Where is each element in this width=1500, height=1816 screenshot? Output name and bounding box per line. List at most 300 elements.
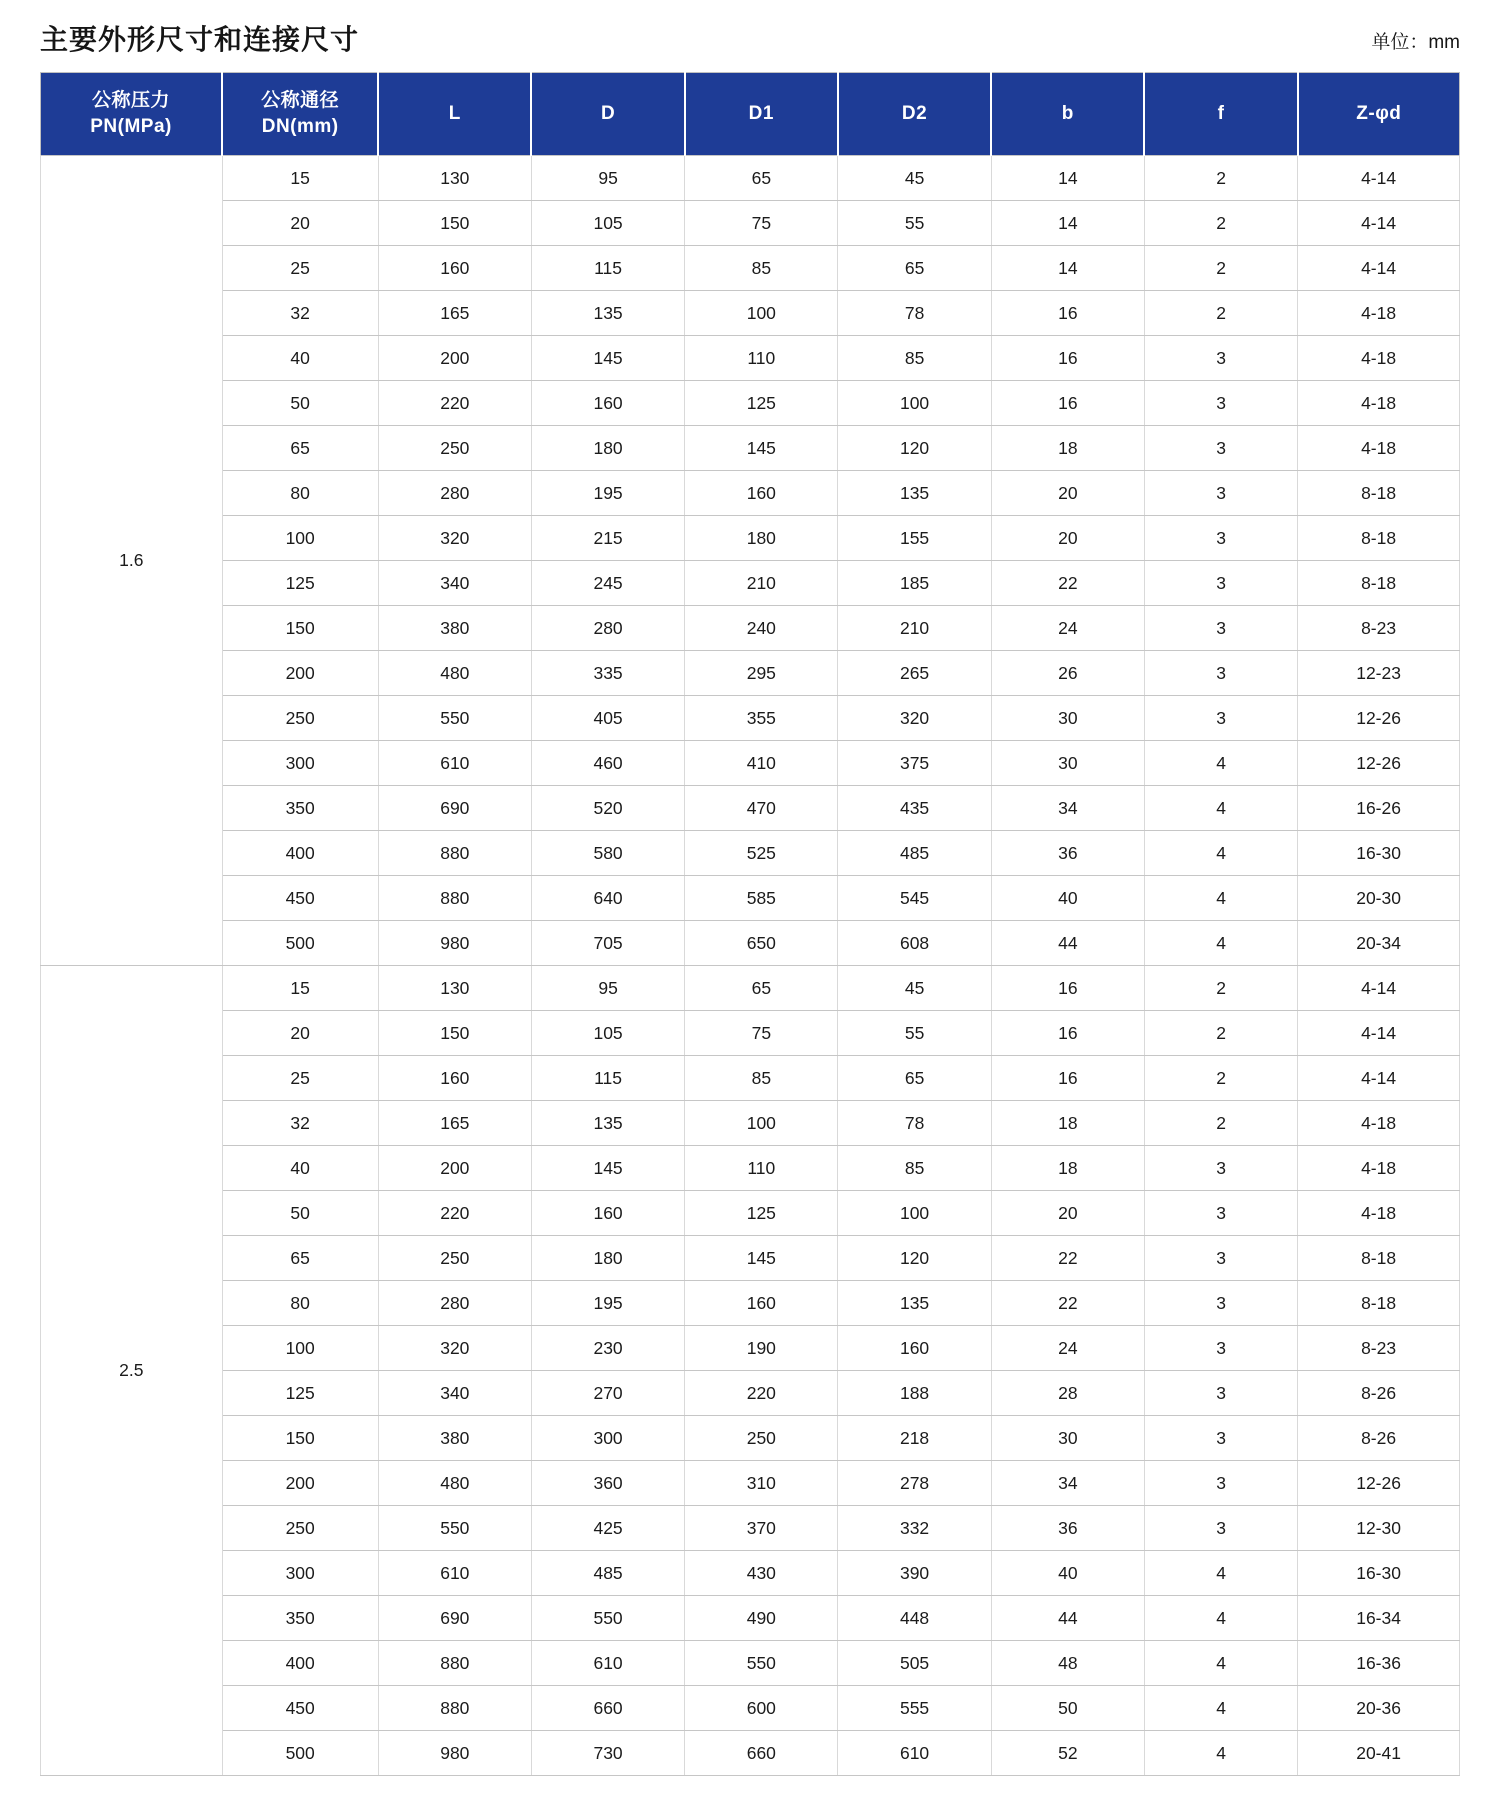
table-cell: 525 bbox=[685, 831, 838, 876]
table-cell: 3 bbox=[1144, 516, 1297, 561]
table-cell: 2 bbox=[1144, 1011, 1297, 1056]
table-cell: 200 bbox=[222, 1461, 378, 1506]
table-cell: 16 bbox=[991, 291, 1144, 336]
header-col-D1: D1 bbox=[685, 73, 838, 156]
table-cell: 230 bbox=[531, 1326, 684, 1371]
table-cell: 350 bbox=[222, 1596, 378, 1641]
table-row bbox=[41, 966, 1460, 1011]
table-cell: 600 bbox=[685, 1686, 838, 1731]
table-cell: 26 bbox=[991, 651, 1144, 696]
table-row bbox=[41, 291, 1460, 336]
table-row bbox=[41, 381, 1460, 426]
table-cell: 8-18 bbox=[1298, 1281, 1460, 1326]
table-row bbox=[41, 1731, 1460, 1776]
table-cell: 880 bbox=[378, 831, 531, 876]
table-cell: 4 bbox=[1144, 921, 1297, 966]
table-cell: 100 bbox=[685, 291, 838, 336]
table-cell: 4-14 bbox=[1298, 201, 1460, 246]
table-cell: 20-41 bbox=[1298, 1731, 1460, 1776]
table-row bbox=[41, 516, 1460, 561]
table-cell: 380 bbox=[378, 1416, 531, 1461]
table-row bbox=[41, 741, 1460, 786]
table-row bbox=[41, 1011, 1460, 1056]
table-cell: 610 bbox=[838, 1731, 991, 1776]
table-cell: 160 bbox=[378, 1056, 531, 1101]
table-cell: 4-14 bbox=[1298, 1011, 1460, 1056]
table-cell: 448 bbox=[838, 1596, 991, 1641]
header-nominal-diameter-en: DN(mm) bbox=[261, 116, 339, 138]
table-row bbox=[41, 426, 1460, 471]
table-cell: 24 bbox=[991, 1326, 1144, 1371]
table-cell: 185 bbox=[838, 561, 991, 606]
table-cell: 65 bbox=[685, 156, 838, 201]
table-cell: 4-18 bbox=[1298, 1146, 1460, 1191]
table-cell: 3 bbox=[1144, 426, 1297, 471]
table-cell: 34 bbox=[991, 1461, 1144, 1506]
table-cell: 280 bbox=[531, 606, 684, 651]
table-row bbox=[41, 1596, 1460, 1641]
table-cell: 360 bbox=[531, 1461, 684, 1506]
table-cell: 75 bbox=[685, 1011, 838, 1056]
table-cell: 50 bbox=[222, 381, 378, 426]
table-header-row bbox=[41, 73, 1460, 156]
table-cell: 278 bbox=[838, 1461, 991, 1506]
table-cell: 608 bbox=[838, 921, 991, 966]
table-cell: 50 bbox=[222, 1191, 378, 1236]
table-cell: 32 bbox=[222, 1101, 378, 1146]
table-cell: 705 bbox=[531, 921, 684, 966]
table-cell: 3 bbox=[1144, 606, 1297, 651]
table-cell: 165 bbox=[378, 1101, 531, 1146]
table-cell: 3 bbox=[1144, 1146, 1297, 1191]
table-cell: 340 bbox=[378, 561, 531, 606]
table-cell: 45 bbox=[838, 156, 991, 201]
table-cell: 660 bbox=[685, 1731, 838, 1776]
table-row bbox=[41, 1506, 1460, 1551]
table-cell: 3 bbox=[1144, 1281, 1297, 1326]
table-row bbox=[41, 561, 1460, 606]
table-cell: 16-30 bbox=[1298, 831, 1460, 876]
table-cell: 555 bbox=[838, 1686, 991, 1731]
table-cell: 2 bbox=[1144, 201, 1297, 246]
table-cell: 135 bbox=[531, 291, 684, 336]
table-cell: 15 bbox=[222, 966, 378, 1011]
table-cell: 425 bbox=[531, 1506, 684, 1551]
table-cell: 135 bbox=[531, 1101, 684, 1146]
table-cell: 390 bbox=[838, 1551, 991, 1596]
table-cell: 135 bbox=[838, 1281, 991, 1326]
table-cell: 85 bbox=[685, 246, 838, 291]
table-cell: 115 bbox=[531, 1056, 684, 1101]
table-cell: 100 bbox=[222, 516, 378, 561]
table-cell: 195 bbox=[531, 471, 684, 516]
table-cell: 120 bbox=[838, 426, 991, 471]
table-row bbox=[41, 1101, 1460, 1146]
table-cell: 4-18 bbox=[1298, 291, 1460, 336]
table-cell: 65 bbox=[222, 1236, 378, 1281]
table-row bbox=[41, 1416, 1460, 1461]
table-cell: 25 bbox=[222, 246, 378, 291]
table-cell: 52 bbox=[991, 1731, 1144, 1776]
table-cell: 16 bbox=[991, 1011, 1144, 1056]
table-row bbox=[41, 1686, 1460, 1731]
table-cell: 30 bbox=[991, 696, 1144, 741]
table-cell: 4 bbox=[1144, 741, 1297, 786]
header-col-b: b bbox=[991, 73, 1144, 156]
header-col-D: D bbox=[531, 73, 684, 156]
table-cell: 18 bbox=[991, 1101, 1144, 1146]
table-cell: 3 bbox=[1144, 1416, 1297, 1461]
table-cell: 335 bbox=[531, 651, 684, 696]
table-cell: 270 bbox=[531, 1371, 684, 1416]
table-cell: 180 bbox=[531, 1236, 684, 1281]
table-cell: 4-14 bbox=[1298, 966, 1460, 1011]
table-cell: 4 bbox=[1144, 1596, 1297, 1641]
pn-value-cell: 1.6 bbox=[41, 156, 223, 966]
table-cell: 12-26 bbox=[1298, 741, 1460, 786]
table-cell: 80 bbox=[222, 1281, 378, 1326]
table-cell: 30 bbox=[991, 741, 1144, 786]
table-cell: 370 bbox=[685, 1506, 838, 1551]
unit-label: 单位：mm bbox=[1371, 32, 1460, 54]
table-cell: 250 bbox=[378, 1236, 531, 1281]
table-cell: 240 bbox=[685, 606, 838, 651]
table-cell: 150 bbox=[378, 1011, 531, 1056]
table-cell: 4-18 bbox=[1298, 426, 1460, 471]
table-cell: 12-30 bbox=[1298, 1506, 1460, 1551]
table-cell: 95 bbox=[531, 966, 684, 1011]
table-cell: 100 bbox=[685, 1101, 838, 1146]
table-cell: 125 bbox=[685, 381, 838, 426]
table-row bbox=[41, 786, 1460, 831]
table-cell: 405 bbox=[531, 696, 684, 741]
table-cell: 295 bbox=[685, 651, 838, 696]
table-cell: 355 bbox=[685, 696, 838, 741]
table-cell: 4-14 bbox=[1298, 1056, 1460, 1101]
table-cell: 3 bbox=[1144, 1461, 1297, 1506]
table-row bbox=[41, 606, 1460, 651]
table-cell: 3 bbox=[1144, 471, 1297, 516]
table-cell: 200 bbox=[378, 336, 531, 381]
table-cell: 400 bbox=[222, 831, 378, 876]
table-cell: 180 bbox=[531, 426, 684, 471]
table-cell: 470 bbox=[685, 786, 838, 831]
table-cell: 40 bbox=[222, 336, 378, 381]
table-cell: 8-18 bbox=[1298, 516, 1460, 561]
table-cell: 150 bbox=[222, 1416, 378, 1461]
table-cell: 40 bbox=[222, 1146, 378, 1191]
table-cell: 4-14 bbox=[1298, 156, 1460, 201]
table-cell: 160 bbox=[531, 381, 684, 426]
table-cell: 4 bbox=[1144, 1686, 1297, 1731]
table-cell: 20 bbox=[222, 201, 378, 246]
table-cell: 44 bbox=[991, 1596, 1144, 1641]
table-cell: 580 bbox=[531, 831, 684, 876]
table-cell: 505 bbox=[838, 1641, 991, 1686]
table-cell: 36 bbox=[991, 831, 1144, 876]
table-cell: 188 bbox=[838, 1371, 991, 1416]
table-cell: 78 bbox=[838, 1101, 991, 1146]
table-cell: 44 bbox=[991, 921, 1144, 966]
table-cell: 3 bbox=[1144, 1236, 1297, 1281]
table-cell: 130 bbox=[378, 156, 531, 201]
table-cell: 16-30 bbox=[1298, 1551, 1460, 1596]
table-cell: 450 bbox=[222, 876, 378, 921]
table-cell: 280 bbox=[378, 1281, 531, 1326]
table-cell: 2 bbox=[1144, 156, 1297, 201]
table-cell: 24 bbox=[991, 606, 1144, 651]
table-cell: 145 bbox=[685, 1236, 838, 1281]
table-cell: 195 bbox=[531, 1281, 684, 1326]
table-cell: 3 bbox=[1144, 1326, 1297, 1371]
table-cell: 40 bbox=[991, 876, 1144, 921]
table-cell: 4 bbox=[1144, 786, 1297, 831]
table-cell: 2 bbox=[1144, 966, 1297, 1011]
table-cell: 8-18 bbox=[1298, 561, 1460, 606]
table-cell: 218 bbox=[838, 1416, 991, 1461]
table-cell: 430 bbox=[685, 1551, 838, 1596]
table-cell: 145 bbox=[531, 1146, 684, 1191]
table-cell: 4 bbox=[1144, 1551, 1297, 1596]
table-cell: 65 bbox=[838, 246, 991, 291]
table-cell: 265 bbox=[838, 651, 991, 696]
table-row bbox=[41, 201, 1460, 246]
table-cell: 2 bbox=[1144, 1056, 1297, 1101]
table-cell: 18 bbox=[991, 426, 1144, 471]
table-cell: 2 bbox=[1144, 1101, 1297, 1146]
table-cell: 350 bbox=[222, 786, 378, 831]
table-cell: 20 bbox=[222, 1011, 378, 1056]
table-cell: 65 bbox=[222, 426, 378, 471]
header-nominal-pressure-en: PN(MPa) bbox=[90, 116, 172, 138]
table-cell: 20 bbox=[991, 1191, 1144, 1236]
table-cell: 280 bbox=[378, 471, 531, 516]
table-cell: 690 bbox=[378, 786, 531, 831]
table-cell: 32 bbox=[222, 291, 378, 336]
table-cell: 22 bbox=[991, 1236, 1144, 1281]
header-nominal-diameter-cn: 公称通径 bbox=[261, 89, 340, 111]
table-cell: 65 bbox=[838, 1056, 991, 1101]
table-cell: 20-36 bbox=[1298, 1686, 1460, 1731]
table-cell: 320 bbox=[378, 1326, 531, 1371]
table-row bbox=[41, 1146, 1460, 1191]
table-cell: 340 bbox=[378, 1371, 531, 1416]
table-cell: 550 bbox=[685, 1641, 838, 1686]
table-cell: 4 bbox=[1144, 876, 1297, 921]
table-cell: 660 bbox=[531, 1686, 684, 1731]
table-cell: 55 bbox=[838, 1011, 991, 1056]
table-cell: 500 bbox=[222, 921, 378, 966]
table-cell: 410 bbox=[685, 741, 838, 786]
table-cell: 210 bbox=[838, 606, 991, 651]
table-cell: 135 bbox=[838, 471, 991, 516]
table-cell: 165 bbox=[378, 291, 531, 336]
table-cell: 310 bbox=[685, 1461, 838, 1506]
table-cell: 200 bbox=[378, 1146, 531, 1191]
table-cell: 160 bbox=[685, 1281, 838, 1326]
dimensions-table bbox=[40, 72, 1460, 1776]
table-cell: 332 bbox=[838, 1506, 991, 1551]
table-cell: 100 bbox=[222, 1326, 378, 1371]
table-cell: 160 bbox=[531, 1191, 684, 1236]
table-cell: 490 bbox=[685, 1596, 838, 1641]
header-nominal-pressure-cn: 公称压力 bbox=[92, 89, 171, 111]
table-cell: 210 bbox=[685, 561, 838, 606]
table-cell: 40 bbox=[991, 1551, 1144, 1596]
table-cell: 2 bbox=[1144, 291, 1297, 336]
table-row bbox=[41, 1551, 1460, 1596]
table-cell: 55 bbox=[838, 201, 991, 246]
table-cell: 4 bbox=[1144, 1731, 1297, 1776]
table-row bbox=[41, 1641, 1460, 1686]
table-cell: 180 bbox=[685, 516, 838, 561]
table-cell: 125 bbox=[222, 561, 378, 606]
table-cell: 22 bbox=[991, 561, 1144, 606]
table-cell: 375 bbox=[838, 741, 991, 786]
table-cell: 48 bbox=[991, 1641, 1144, 1686]
table-cell: 28 bbox=[991, 1371, 1144, 1416]
table-cell: 8-23 bbox=[1298, 606, 1460, 651]
table-cell: 250 bbox=[685, 1416, 838, 1461]
table-cell: 16 bbox=[991, 381, 1144, 426]
table-cell: 550 bbox=[378, 1506, 531, 1551]
table-row bbox=[41, 921, 1460, 966]
table-cell: 145 bbox=[531, 336, 684, 381]
topbar bbox=[40, 24, 1460, 56]
table-cell: 95 bbox=[531, 156, 684, 201]
table-cell: 125 bbox=[222, 1371, 378, 1416]
table-cell: 12-26 bbox=[1298, 1461, 1460, 1506]
pressure-group bbox=[41, 966, 1460, 1776]
table-cell: 250 bbox=[222, 1506, 378, 1551]
table-cell: 980 bbox=[378, 1731, 531, 1776]
table-row bbox=[41, 1281, 1460, 1326]
table-row bbox=[41, 1461, 1460, 1506]
table-cell: 610 bbox=[531, 1641, 684, 1686]
table-cell: 20 bbox=[991, 516, 1144, 561]
table-cell: 880 bbox=[378, 876, 531, 921]
table-cell: 3 bbox=[1144, 651, 1297, 696]
table-cell: 20 bbox=[991, 471, 1144, 516]
header-col-f: f bbox=[1144, 73, 1297, 156]
table-cell: 85 bbox=[838, 1146, 991, 1191]
table-cell: 125 bbox=[685, 1191, 838, 1236]
table-cell: 3 bbox=[1144, 1506, 1297, 1551]
table-cell: 160 bbox=[838, 1326, 991, 1371]
table-cell: 8-26 bbox=[1298, 1416, 1460, 1461]
table-cell: 320 bbox=[378, 516, 531, 561]
table-cell: 16 bbox=[991, 1056, 1144, 1101]
table-cell: 120 bbox=[838, 1236, 991, 1281]
table-cell: 220 bbox=[685, 1371, 838, 1416]
table-cell: 75 bbox=[685, 201, 838, 246]
table-cell: 480 bbox=[378, 1461, 531, 1506]
table-cell: 105 bbox=[531, 1011, 684, 1056]
table-cell: 400 bbox=[222, 1641, 378, 1686]
table-cell: 15 bbox=[222, 156, 378, 201]
table-cell: 3 bbox=[1144, 1371, 1297, 1416]
table-cell: 435 bbox=[838, 786, 991, 831]
table-cell: 250 bbox=[378, 426, 531, 471]
table-cell: 3 bbox=[1144, 336, 1297, 381]
table-row bbox=[41, 1056, 1460, 1101]
table-cell: 36 bbox=[991, 1506, 1144, 1551]
table-cell: 4-18 bbox=[1298, 381, 1460, 426]
table-row bbox=[41, 831, 1460, 876]
table-row bbox=[41, 696, 1460, 741]
table-cell: 880 bbox=[378, 1641, 531, 1686]
table-cell: 4 bbox=[1144, 831, 1297, 876]
table-cell: 245 bbox=[531, 561, 684, 606]
table-cell: 85 bbox=[838, 336, 991, 381]
table-row bbox=[41, 246, 1460, 291]
table-row bbox=[41, 471, 1460, 516]
table-row bbox=[41, 1326, 1460, 1371]
table-row bbox=[41, 1191, 1460, 1236]
table-cell: 220 bbox=[378, 381, 531, 426]
table-cell: 480 bbox=[378, 651, 531, 696]
table-cell: 115 bbox=[531, 246, 684, 291]
table-cell: 300 bbox=[531, 1416, 684, 1461]
table-cell: 18 bbox=[991, 1146, 1144, 1191]
table-cell: 610 bbox=[378, 741, 531, 786]
table-cell: 3 bbox=[1144, 1191, 1297, 1236]
table-cell: 730 bbox=[531, 1731, 684, 1776]
table-cell: 220 bbox=[378, 1191, 531, 1236]
table-cell: 150 bbox=[378, 201, 531, 246]
table-cell: 12-26 bbox=[1298, 696, 1460, 741]
table-cell: 155 bbox=[838, 516, 991, 561]
header-nominal-diameter bbox=[222, 73, 378, 156]
table-cell: 105 bbox=[531, 201, 684, 246]
table-cell: 45 bbox=[838, 966, 991, 1011]
table-cell: 880 bbox=[378, 1686, 531, 1731]
table-cell: 145 bbox=[685, 426, 838, 471]
table-cell: 25 bbox=[222, 1056, 378, 1101]
table-cell: 16-26 bbox=[1298, 786, 1460, 831]
table-cell: 85 bbox=[685, 1056, 838, 1101]
table-row bbox=[41, 1236, 1460, 1281]
table-cell: 8-18 bbox=[1298, 1236, 1460, 1281]
table-cell: 4 bbox=[1144, 1641, 1297, 1686]
header-col-L: L bbox=[378, 73, 531, 156]
table-row bbox=[41, 651, 1460, 696]
table-cell: 16 bbox=[991, 336, 1144, 381]
table-cell: 545 bbox=[838, 876, 991, 921]
table-cell: 4-18 bbox=[1298, 1191, 1460, 1236]
table-cell: 485 bbox=[838, 831, 991, 876]
table-cell: 16 bbox=[991, 966, 1144, 1011]
table-row bbox=[41, 876, 1460, 921]
table-cell: 8-18 bbox=[1298, 471, 1460, 516]
table-cell: 20-30 bbox=[1298, 876, 1460, 921]
table-cell: 690 bbox=[378, 1596, 531, 1641]
table-cell: 485 bbox=[531, 1551, 684, 1596]
table-cell: 4-18 bbox=[1298, 1101, 1460, 1146]
table-cell: 2 bbox=[1144, 246, 1297, 291]
table-cell: 160 bbox=[685, 471, 838, 516]
table-cell: 550 bbox=[531, 1596, 684, 1641]
table-cell: 160 bbox=[378, 246, 531, 291]
table-cell: 150 bbox=[222, 606, 378, 651]
table-cell: 16-34 bbox=[1298, 1596, 1460, 1641]
table-cell: 34 bbox=[991, 786, 1144, 831]
table-cell: 585 bbox=[685, 876, 838, 921]
table-row bbox=[41, 1371, 1460, 1416]
table-cell: 215 bbox=[531, 516, 684, 561]
table-cell: 500 bbox=[222, 1731, 378, 1776]
table-cell: 980 bbox=[378, 921, 531, 966]
